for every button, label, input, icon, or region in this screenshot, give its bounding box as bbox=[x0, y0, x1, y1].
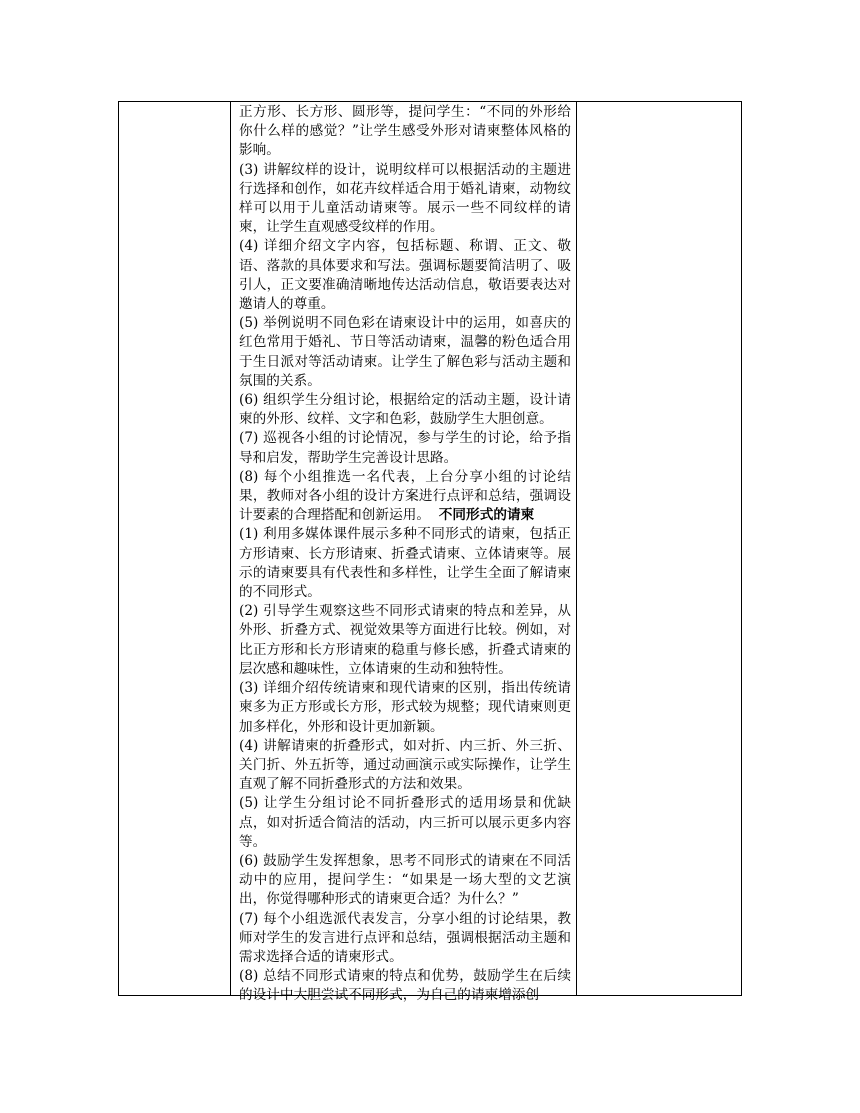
teaching-content-cell bbox=[239, 103, 571, 1006]
column-divider-left bbox=[230, 102, 231, 995]
right-column-cell bbox=[577, 102, 741, 995]
paragraph: 正方形、长方形、圆形等，提问学生：“不同的外形给你什么样的感觉？”让学生感受外形对请柬整体风格的影响。 bbox=[239, 104, 571, 159]
paragraph: (1) 利用多媒体课件展示多种不同形式的请柬，包括正方形请柬、长方形请柬、折叠式请柬、立体请柬等。展示的请柬要具有代表性和多样性，让学生全面了解请柬的不同形式。 bbox=[239, 526, 571, 601]
paragraph: (3) 详细介绍传统请柬和现代请柬的区别，指出传统请柬多为正方形或长方形，形式较为规整；现代请柬则更加多样化，外形和设计更加新颖。 bbox=[239, 680, 571, 735]
paragraph: (5) 举例说明不同色彩在请柬设计中的运用，如喜庆的红色常用于婚礼、节日等活动请柬，温馨的粉色适合用于生日派对等活动请柬。让学生了解色彩与活动主题和氛围的关系。 bbox=[239, 315, 571, 389]
paragraph: (5) 让学生分组讨论不同折叠形式的适用场景和优缺点，如对折适合简洁的活动，内三折可以展示更多内容等。 bbox=[239, 795, 571, 850]
left-column-cell bbox=[119, 102, 230, 995]
paragraph: (6) 鼓励学生发挥想象，思考不同形式的请柬在不同活动中的应用，提问学生：“如果是一场大型的文艺演出，你觉得哪种形式的请柬更合适？为什么？” bbox=[239, 852, 571, 908]
paragraph: (7) 每个小组选派代表发言，分享小组的讨论结果，教师对学生的发言进行点评和总结，强调根据活动主题和需求选择合适的请柬形式。 bbox=[239, 910, 571, 965]
paragraph: (2) 引导学生观察这些不同形式请柬的特点和差异，从外形、折叠方式、视觉效果等方面进行比较。例如，对比正方形和长方形请柬的稳重与修长感，折叠式请柬的层次感和趣味性，立体请柬的生动和独特性。 bbox=[239, 603, 571, 677]
section-heading: 不同形式的请柬 bbox=[438, 507, 535, 524]
paragraph: (4) 讲解请柬的折叠形式，如对折、内三折、外三折、关门折、外五折等，通过动画演示或实际操作，让学生直观了解不同折叠形式的方法和效果。 bbox=[239, 737, 571, 793]
paragraph: (3) 讲解纹样的设计，说明纹样可以根据活动的主题进行选择和创作，如花卉纹样适合用于婚礼请柬，动物纹样可以用于儿童活动请柬等。展示一些不同纹样的请柬，让学生直观感受纹样的作用。 bbox=[239, 161, 571, 236]
paragraph-text: (8) 每个小组推选一名代表，上台分享小组的讨论结果，教师对各小组的设计方案进行点评和总结，强调设计要素的合理搭配和创新运用。 bbox=[239, 468, 571, 524]
paragraph: (7) 巡视各小组的讨论情况，参与学生的讨论，给予指导和启发，帮助学生完善设计思路。 bbox=[239, 430, 571, 466]
paragraph: (8) 总结不同形式请柬的特点和优势，鼓励学生在后续的设计中大胆尝试不同形式，为自己的请柬增添创 bbox=[239, 968, 571, 1004]
paragraph bbox=[239, 468, 571, 526]
paragraph: (6) 组织学生分组讨论，根据给定的活动主题，设计请柬的外形、纹样、文字和色彩，鼓励学生大胆创意。 bbox=[239, 392, 571, 428]
paragraph: (4) 详细介绍文字内容，包括标题、称谓、正文、敬语、落款的具体要求和写法。强调标题要简洁明了、吸引人，正文要准确清晰地传达活动信息，敬语要表达对邀请人的尊重。 bbox=[239, 238, 571, 313]
lesson-table bbox=[118, 101, 742, 1004]
